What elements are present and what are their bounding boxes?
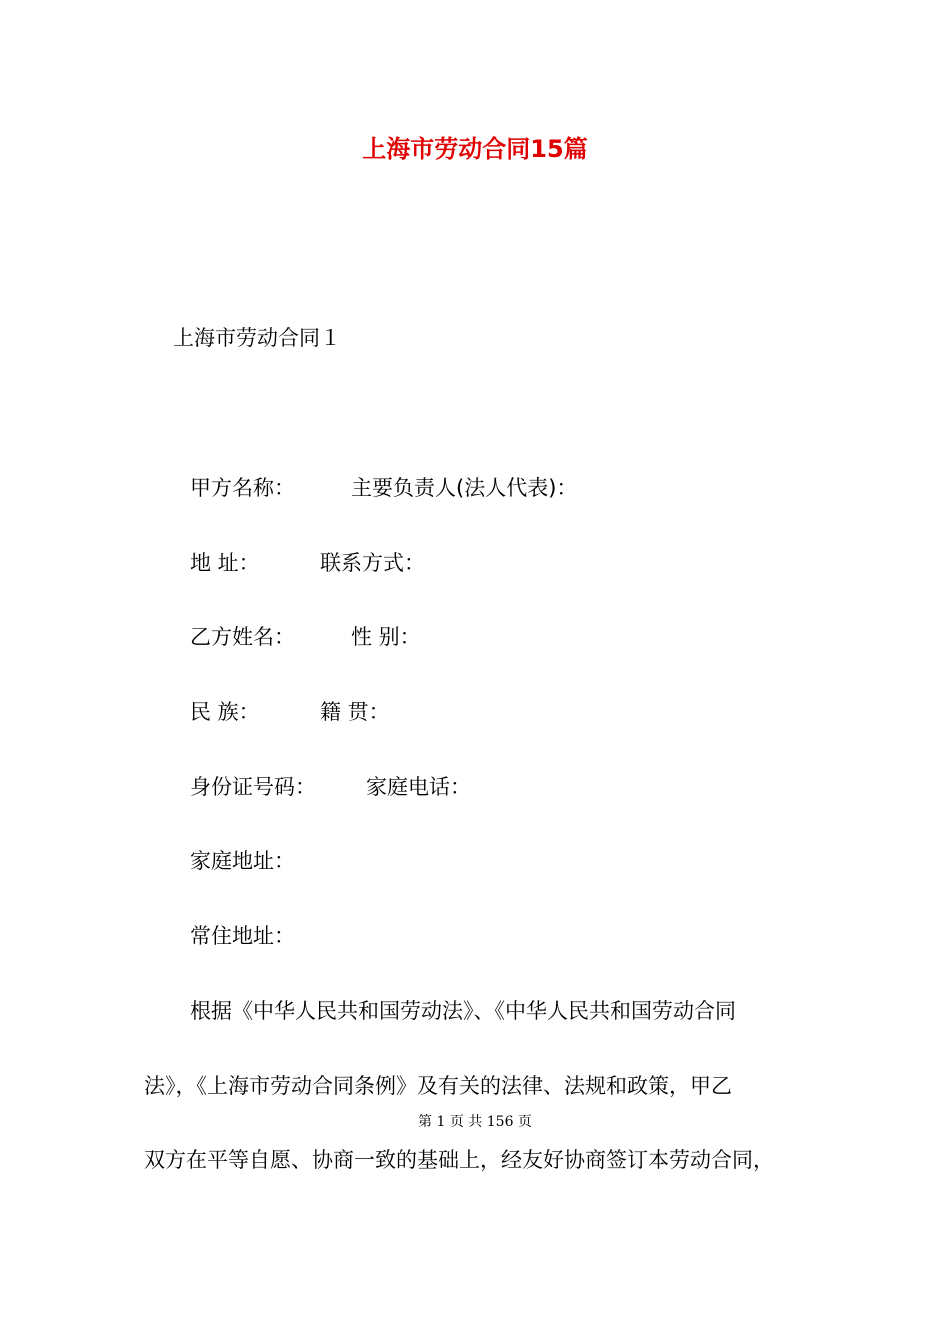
residence-address-label: 常住地址：	[190, 924, 295, 948]
gender-label: 性 别：	[351, 625, 421, 649]
paragraph-line-1: 根据《中华人民共和国劳动法》、《中华人民共和国劳动合同	[190, 999, 736, 1023]
page-footer: 第 1 页 共 156 页	[418, 1114, 532, 1130]
paragraph-line-3: 双方在平等自愿、协商一致的基础上，经友好协商签订本劳动合同，	[144, 1148, 774, 1172]
section-heading: 上海市劳动合同１	[173, 326, 341, 350]
principal-label: 主要负责人(法人代表)：	[351, 476, 578, 500]
native-place-label: 籍 贯：	[320, 700, 390, 724]
document-title: 上海市劳动合同15篇	[362, 135, 588, 163]
contact-label: 联系方式：	[320, 551, 425, 575]
ethnicity-label: 民 族：	[190, 700, 260, 724]
home-address-label: 家庭地址：	[190, 849, 295, 873]
address-label: 地 址：	[190, 551, 260, 575]
party-b-name-label: 乙方姓名：	[190, 625, 295, 649]
home-phone-label: 家庭电话：	[366, 775, 471, 799]
paragraph-line-2: 法》，《上海市劳动合同条例》及有关的法律、法规和政策，甲乙	[144, 1074, 732, 1098]
id-number-label: 身份证号码：	[190, 775, 316, 799]
party-a-name-label: 甲方名称：	[190, 476, 295, 500]
